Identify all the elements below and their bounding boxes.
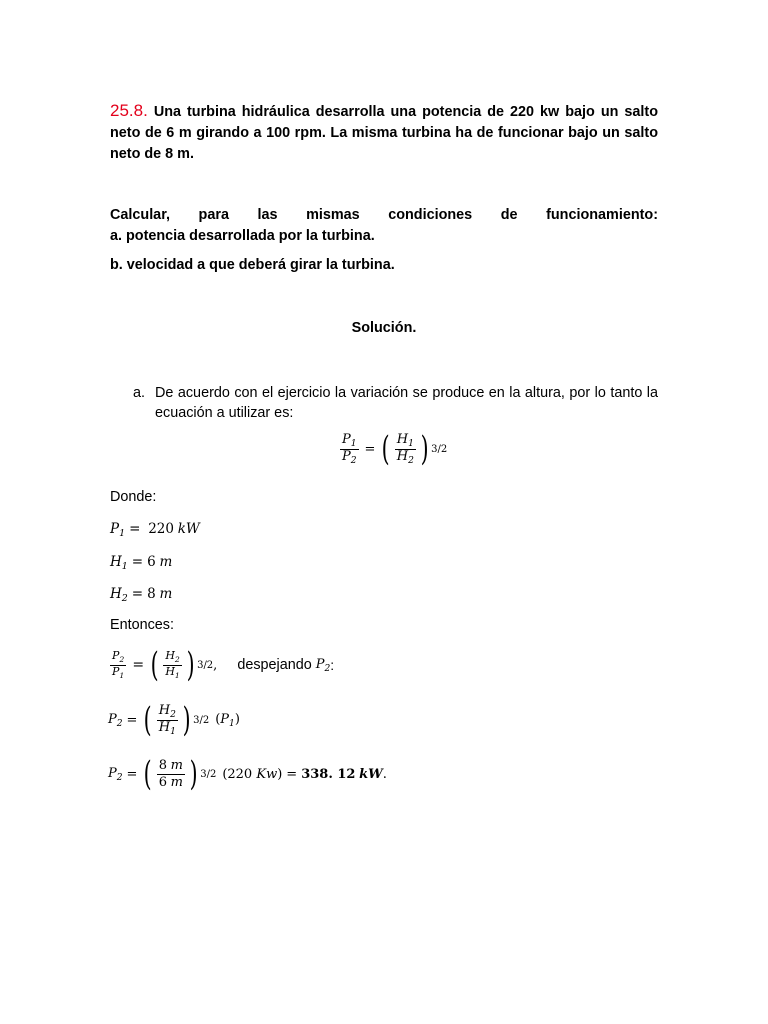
p1-definition: $P_1 = 220$ kW bbox=[110, 521, 200, 539]
calc-word: de bbox=[500, 207, 518, 223]
h1-value: 6 bbox=[147, 554, 156, 570]
list-marker: a. bbox=[133, 385, 146, 401]
h2-value: 8 bbox=[158, 758, 167, 774]
problem-statement bbox=[110, 100, 658, 165]
unit: m bbox=[170, 774, 183, 790]
final-input: 220 bbox=[227, 766, 253, 782]
calc-block bbox=[110, 205, 658, 247]
calc-word: las bbox=[257, 207, 278, 223]
calc-word: condiciones bbox=[388, 207, 473, 223]
solution-title: Solución. bbox=[351, 320, 417, 336]
p2-formula: $P_2$ = ( $\frac{H_2}{H_1}$ ) 3/2 $(P_1)$ bbox=[108, 700, 240, 740]
inverted-equation: $\frac{P_2}{P_1}$ = ( $\frac{H_2}{H_1}$ ) 3/2 , despejando $P_2$ : bbox=[112, 645, 335, 685]
h2-value: 8 bbox=[147, 586, 156, 602]
solution-item-a bbox=[133, 383, 658, 423]
calc-word: mismas bbox=[306, 207, 360, 223]
h1-definition: $H_1 = 6$ m bbox=[110, 554, 173, 572]
h1-unit: m bbox=[159, 554, 173, 570]
exponent: 3/2 bbox=[197, 659, 214, 671]
final-input-unit: Kw bbox=[256, 766, 278, 782]
p1-value: 220 bbox=[148, 521, 174, 537]
h2-definition: $H_2 = 8$ m bbox=[110, 586, 173, 604]
exponent: 3/2 bbox=[431, 443, 448, 455]
problem-number: 25.8. bbox=[110, 101, 148, 120]
main-equation: $\frac{P_1}{P_2}$ = ( $\frac{H_1}{H_2}$ ) 3/2 bbox=[342, 429, 448, 469]
result-value: 338. 12 bbox=[301, 766, 356, 782]
unit: m bbox=[170, 758, 183, 774]
calc-item-a: a. potencia desarrollada por la turbina. bbox=[110, 228, 375, 244]
calc-word: funcionamiento: bbox=[546, 207, 658, 223]
calc-word: para bbox=[198, 207, 229, 223]
despejando-label: despejando bbox=[237, 657, 312, 673]
calc-intro bbox=[110, 205, 658, 226]
h2-unit: m bbox=[159, 586, 173, 602]
problem-text: Una turbina hidráulica desarrolla una potencia de 220 kw bajo un salto neto de 6 m girando a 100 rpm. La misma turbina ha de funcionar bajo un salto neto de 8 m. bbox=[110, 104, 658, 162]
result-unit: kW bbox=[359, 766, 383, 782]
solution-item-text: De acuerdo con el ejercicio la variación se produce en la altura, por lo tanto la ecuación a utilizar es: bbox=[155, 385, 658, 421]
entonces-label: Entonces: bbox=[110, 617, 174, 633]
exponent: 3/2 bbox=[193, 714, 210, 726]
calc-item-b: b. velocidad a que deberá girar la turbina. bbox=[110, 257, 395, 273]
exponent: 3/2 bbox=[200, 768, 217, 780]
donde-label: Donde: bbox=[110, 489, 157, 505]
p2-result: $P_2$ = ( $\frac{8 m}{6 m}$ ) 3/2 (220 Kw) = 338. 12 kW . bbox=[108, 754, 387, 794]
p1-unit: kW bbox=[177, 521, 200, 537]
h1-value: 6 bbox=[158, 774, 167, 790]
calc-word: Calcular, bbox=[110, 207, 170, 223]
